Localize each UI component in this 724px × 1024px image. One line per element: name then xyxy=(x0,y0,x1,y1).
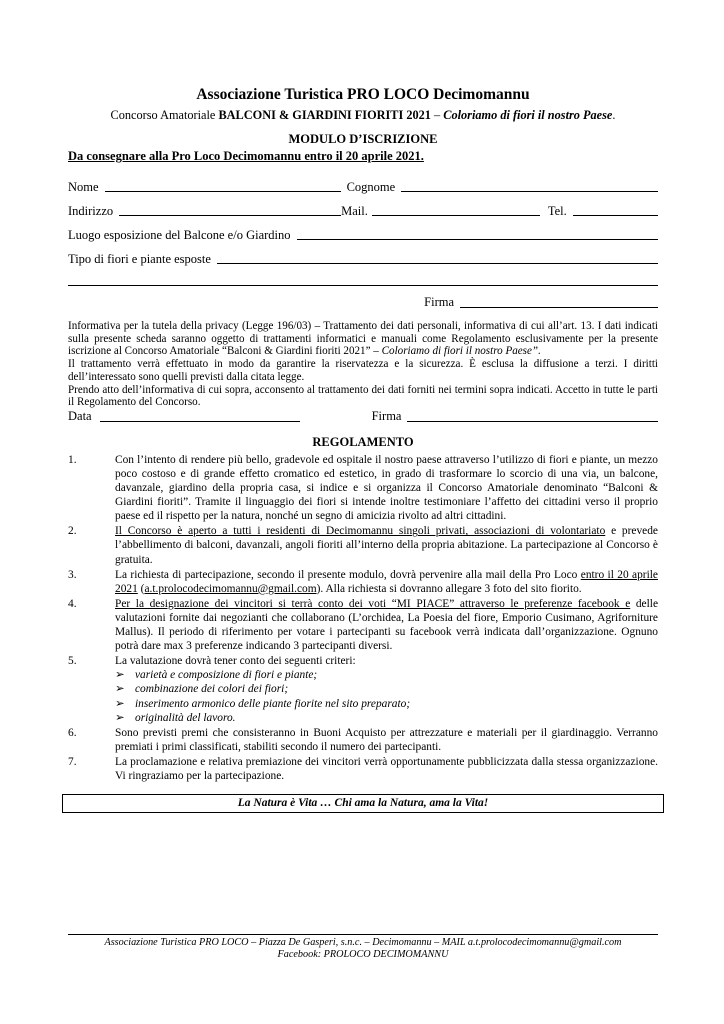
association-title: Associazione Turistica PRO LOCO Decimomannu xyxy=(196,86,530,103)
plants-row xyxy=(68,252,658,266)
nome-label: Nome xyxy=(68,180,99,194)
rule-text xyxy=(115,568,658,596)
rule-number: 7. xyxy=(68,755,77,768)
data-label: Data xyxy=(68,408,92,423)
privacy-paragraph-1 xyxy=(68,320,658,358)
rule-2 xyxy=(68,524,658,566)
privacy-firma-label: Firma xyxy=(371,408,402,423)
tel-label: Tel. xyxy=(547,204,567,218)
rule-4 xyxy=(68,597,658,653)
rule-number: 2. xyxy=(68,525,77,538)
criteria-item xyxy=(115,697,658,711)
subtitle-slogan: Coloriamo di fiori il nostro Paese xyxy=(443,108,613,122)
rule-3-part-b: ( xyxy=(137,582,145,595)
rule-text: Con l’intento di rendere più bello, gradevole ed ospitale il nostro paese attraverso l’utilizzo di fiori e piante, un mezzo poco costoso e di grande effetto cromatico ed estetico, in grado di trasformare lo scorcio di una via, un balcone, davanzale, giardino della propria casa, si indice e si organizza il Concorso Amatoriale denominato “Balconi & Giardini fioriti”. Tramite il linguaggio dei fiori si intende inoltre testimoniare l’affetto dei cittadini verso il proprio paese ed il rispetto per la natura, nonché un segno di amicizia rivolto ad altri cittadini. xyxy=(115,453,658,523)
privacy-notice xyxy=(68,320,658,409)
signature-row xyxy=(68,296,658,310)
rule-number: 1. xyxy=(68,453,77,466)
criteria-text: combinazione dei colori dei fiori; xyxy=(135,683,289,696)
privacy-firma-field[interactable] xyxy=(407,410,658,422)
rule-4-rest: delle valutazioni fornite dai negozianti che collaborano (L’orchidea, La Poesia del fiore, Emporio Cusimano, Agriforniture Mallus). Il periodo di riferimento per votare i partecipanti su facebook verrà indicata dall’organizzazione. Ognuno potrà dare max 3 preferenze indicando 3 partecipanti diversi. xyxy=(115,597,658,653)
rule-number: 4. xyxy=(68,597,77,610)
rule-2-rest: e prevede l’abbellimento di balconi, davanzali, angoli fioriti all’interno della propria abitazione. La partecipazione al Concorso è gratuita. xyxy=(115,525,658,566)
luogo-field[interactable] xyxy=(297,228,658,240)
rule-text xyxy=(115,524,658,566)
subtitle-contest-name: BALCONI & GIARDINI FIORITI 2021 xyxy=(218,108,431,122)
rule-text: La proclamazione e relativa premiazione dei vincitori verrà opportunamente pubblicizzata dalla stessa organizzazione. Vi ringraziamo per la partecipazione. xyxy=(115,755,658,782)
mail-field[interactable] xyxy=(372,204,540,216)
rule-5-intro: La valutazione dovrà tener conto dei seguenti criteri: xyxy=(115,655,356,668)
rule-text xyxy=(115,654,658,724)
date-signature-row xyxy=(68,410,658,424)
rule-3-part-c: ). Alla richiesta si dovranno allegare 3 foto del sito fiorito. xyxy=(316,582,582,595)
arrow-bullet-icon: ➢ xyxy=(115,683,125,696)
rule-1 xyxy=(68,453,658,523)
privacy-paragraph-2: Il trattamento verrà effettuato in modo da garantire la riservatezza e la sicurezza. È esclusa la diffusione a terzi. I diritti dell’interessato sono quelli previsti dalla citata legge. xyxy=(68,358,658,383)
contest-subtitle xyxy=(68,107,658,123)
arrow-bullet-icon: ➢ xyxy=(115,711,125,724)
firma-field[interactable] xyxy=(460,296,658,308)
firma-label: Firma xyxy=(424,295,454,309)
rule-3-email-link[interactable]: a.t.prolocodecimomannu@gmail.com xyxy=(144,582,317,595)
motto-box: La Natura è Vita … Chi ama la Natura, ama la Vita! xyxy=(62,794,664,813)
luogo-label: Luogo esposizione del Balcone e/o Giardino xyxy=(68,228,291,242)
footer-facebook: Facebook: PROLOCO DECIMOMANNU xyxy=(277,949,449,960)
rule-3-part-a: La richiesta di partecipazione, secondo il presente modulo, dovrà pervenire alla mail della Pro Loco xyxy=(115,568,581,581)
rule-2-underlined: Il Concorso è aperto a tutti i residenti di Decimomannu singoli privati, associazioni di volontariato xyxy=(115,525,606,538)
page-footer xyxy=(68,934,658,961)
subtitle-prefix: Concorso Amatoriale xyxy=(110,108,219,122)
rule-number: 3. xyxy=(68,568,77,581)
rule-text: Sono previsti premi che consisteranno in Buoni Acquisto per attrezzature e materiali per il giardinaggio. Verranno premiati i primi classificati, stabiliti secondo il numero dei partecipanti. xyxy=(115,726,658,753)
rule-5 xyxy=(68,654,658,724)
rule-3 xyxy=(68,568,658,596)
cognome-field[interactable] xyxy=(401,180,658,192)
arrow-bullet-icon: ➢ xyxy=(115,669,125,682)
privacy-text-1: Informativa per la tutela della privacy (Legge 196/03) – Trattamento dei dati personali, informativa di cui all’art. 13. I dati indicati sulla presente scheda saranno oggetto di trattamenti informatici e manuali come Regolamento esclusivamente per la presente iscrizione al Concorso Amatoriale “Balconi & Giardini fioriti 2021” – xyxy=(68,320,658,358)
rule-number: 6. xyxy=(68,726,77,739)
criteria-text: originalità del lavoro. xyxy=(135,711,236,724)
cognome-label: Cognome xyxy=(346,180,396,194)
criteria-text: varietà e composizione di fiori e piante; xyxy=(135,669,318,682)
rule-text xyxy=(115,597,658,653)
form-heading: MODULO D’ISCRIZIONE xyxy=(288,132,438,146)
rule-7 xyxy=(68,755,658,783)
nome-field[interactable] xyxy=(105,180,341,192)
form-deadline: Da consegnare alla Pro Loco Decimomannu entro il 20 aprile 2021. xyxy=(68,149,424,163)
criteria-list xyxy=(115,668,658,724)
footer-address: Associazione Turistica PRO LOCO – Piazza De Gasperi, s.n.c. – Decimomannu – MAIL a.t.prolocodecimomannu@gmail.com xyxy=(104,937,622,948)
criteria-item xyxy=(115,668,658,682)
rule-3-deadline: entro il 20 aprile 2021 xyxy=(115,568,658,595)
address-row xyxy=(68,204,658,218)
subtitle-dash: – xyxy=(430,108,444,122)
criteria-item xyxy=(115,711,658,725)
rule-number: 5. xyxy=(68,655,77,668)
criteria-text: inserimento armonico delle piante fiorite nel sito preparato; xyxy=(135,697,411,710)
name-row xyxy=(68,180,658,194)
indirizzo-label: Indirizzo xyxy=(68,204,114,218)
rule-6 xyxy=(68,726,658,754)
tel-field[interactable] xyxy=(573,204,658,216)
tipo-field[interactable] xyxy=(217,252,658,264)
regolamento-title: REGOLAMENTO xyxy=(312,434,414,449)
rules-list xyxy=(68,453,658,783)
data-field[interactable] xyxy=(100,410,300,422)
privacy-slogan: Coloriamo di fiori il nostro Paese”. xyxy=(381,345,541,358)
mail-label: Mail. xyxy=(341,204,368,218)
document-page xyxy=(68,86,658,813)
arrow-bullet-icon: ➢ xyxy=(115,697,125,710)
subtitle-end: . xyxy=(612,108,616,122)
privacy-paragraph-3: Prendo atto dell’informativa di cui sopra, acconsento al trattamento dei dati forniti nei termini sopra indicati. Accetto in tutte le parti il Regolamento del Concorso. xyxy=(68,383,658,409)
location-row xyxy=(68,228,658,242)
indirizzo-field[interactable] xyxy=(119,204,341,216)
criteria-item xyxy=(115,682,658,696)
tipo-field-continuation[interactable] xyxy=(68,284,658,286)
tipo-label: Tipo di fiori e piante esposte xyxy=(68,252,211,266)
rule-4-underlined: Per la designazione dei vincitori si terrà conto dei voti “MI PIACE” attraverso le preferenze facebook e xyxy=(115,597,631,610)
